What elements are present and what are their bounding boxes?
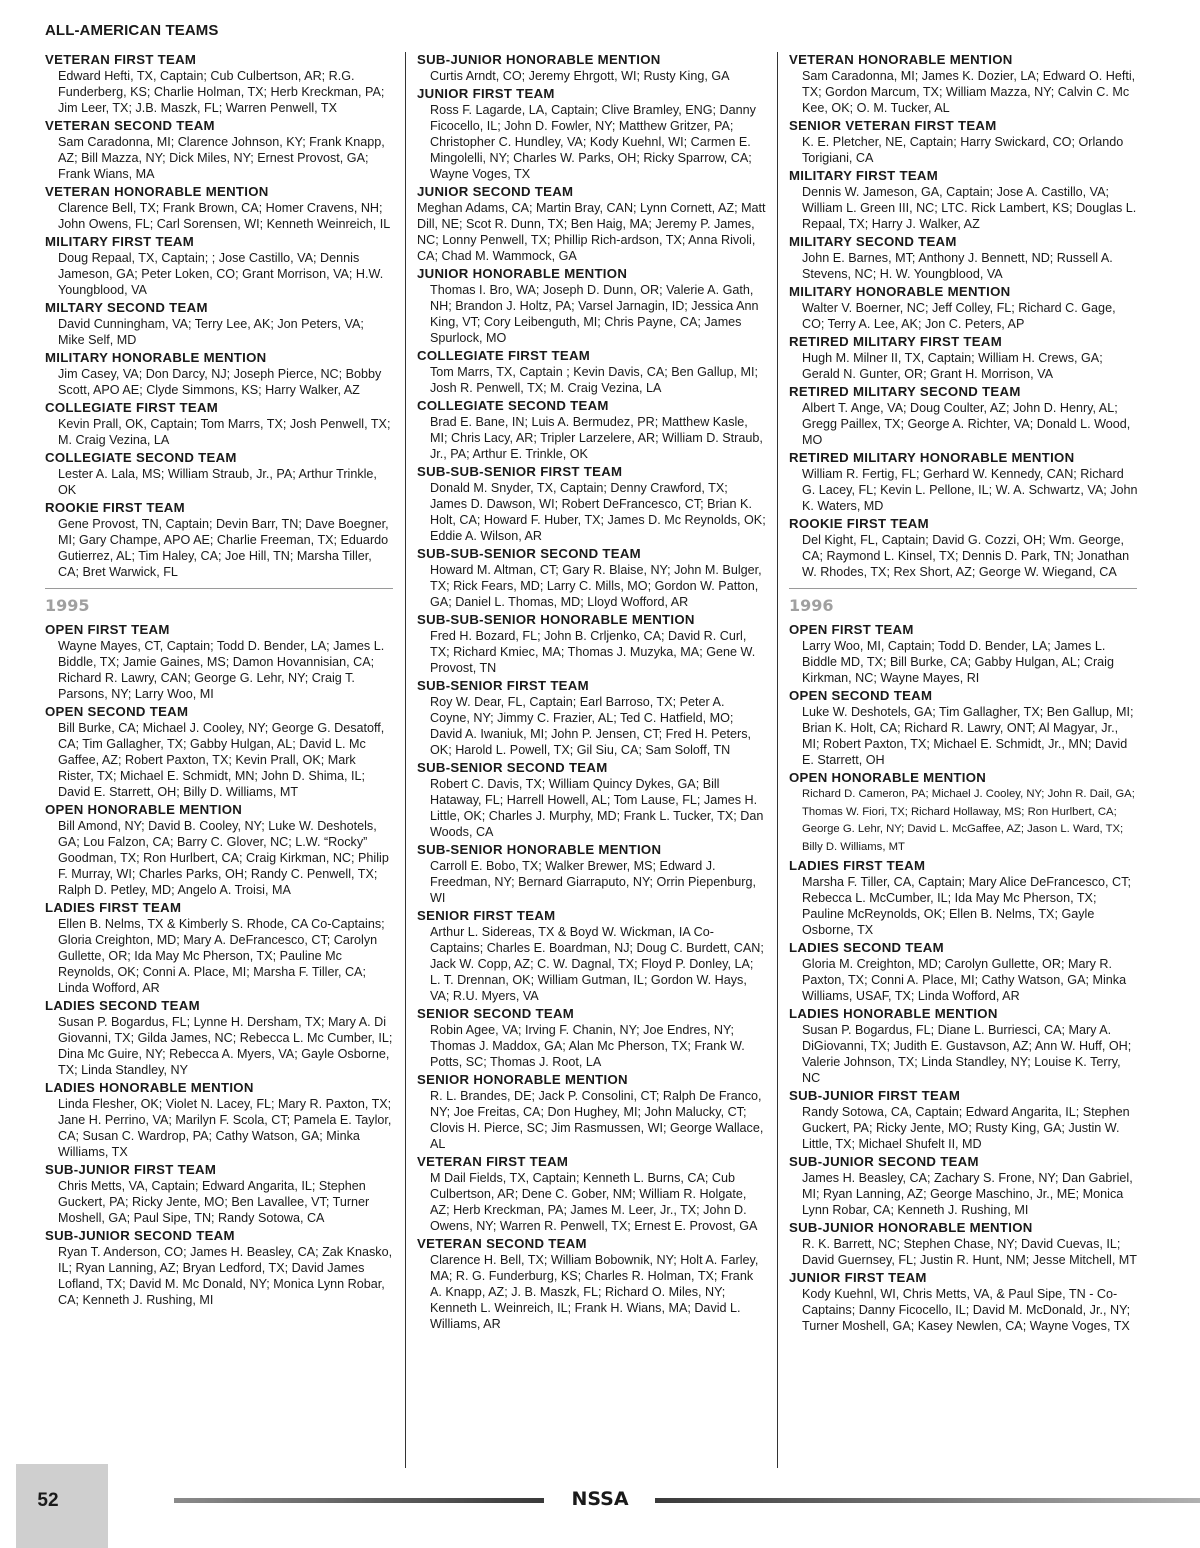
section-body: Gene Provost, TN, Captain; Devin Barr, TN; Dave Boegner, MI; Gary Champe, APO AE; Charlie Freeman, TX; Eduardo Gutierrez, AL; Tim Haley, CA; Joe Hill, TN; Marsha Tiller, CA; Bret Warwick, FL — [58, 517, 389, 579]
section-heading: SUB-SUB-SENIOR HONORABLE MENTION — [417, 612, 695, 627]
section-body: Doug Repaal, TX, Captain; ; Jose Castillo, VA; Dennis Jameson, GA; Peter Loken, CO; Grant Morrison, VA; H.W. Youngblood, VA — [58, 251, 384, 297]
section-heading: SENIOR SECOND TEAM — [417, 1006, 575, 1021]
team-section — [789, 857, 1137, 938]
section-body: Sam Caradonna, MI; James K. Dozier, LA; Edward O. Hefti, TX; Gordon Marcum, TX; William Mazza, NY; Calvin C. Mc Kee, OK; O. M. Tucker, AL — [802, 69, 1136, 115]
section-body: Randy Sotowa, CA, Captain; Edward Angarita, IL; Stephen Guckert, PA; Ricky Jente, MO; Rusty King, GA; Justin W. Little, TX; Michael Shufelt II, MD — [802, 1105, 1130, 1151]
team-section — [45, 997, 393, 1078]
team-section — [45, 1227, 393, 1308]
column-2 — [417, 51, 767, 1333]
section-body: R. L. Brandes, DE; Jack P. Consolini, CT; Ralph De Franco, NY; Joe Freitas, CA; Don Hughey, MI; John Malucky, CT; Clovis H. Pierce, SC; Jim Rasmussen, WI; George Wallace, AL — [430, 1089, 764, 1151]
team-section — [417, 85, 767, 182]
section-heading: COLLEGIATE FIRST TEAM — [45, 400, 219, 415]
section-body: Robin Agee, VA; Irving F. Chanin, NY; Joe Endres, NY; Thomas J. Maddox, GA; Alan Mc Pherson, TX; Frank W. Potts, SC; Thomas J. Root, LA — [430, 1023, 745, 1069]
section-body: Ryan T. Anderson, CO; James H. Beasley, CA; Zak Knasko, IL; Ryan Lanning, AZ; Bryan Ledford, TX; David James Lofland, TX; David M. Mc Donald, NY; Monica Lynn Robar, CA; Kenneth J. Rushing, MI — [58, 1245, 393, 1307]
section-heading: SUB-JUNIOR HONORABLE MENTION — [417, 52, 661, 67]
section-body: M Dail Fields, TX, Captain; Kenneth L. Burns, CA; Cub Culbertson, AR; Dene C. Gober, NM; William R. Holgate, AZ; Herb Kreckman, PA; James M. Leer, Jr., TX; John D. Owens, NY; Warren R. Penwell, TX; Ernest E. Provost, GA — [430, 1171, 758, 1233]
section-body: Carroll E. Bobo, TX; Walker Brewer, MS; Edward J. Freedman, NY; Bernard Giarraputo, NY; Orrin Piepenburg, WI — [430, 859, 756, 905]
team-section — [45, 183, 393, 232]
team-section — [45, 1079, 393, 1160]
section-body: Fred H. Bozard, FL; John B. Crljenko, CA; David R. Curl, TX; Richard Kmiec, MA; Thomas J. Muzyka, MA; Gene W. Provost, TN — [430, 629, 756, 675]
team-section — [789, 769, 1137, 856]
team-section — [789, 939, 1137, 1004]
section-body: Lester A. Lala, MS; William Straub, Jr., PA; Arthur Trinkle, OK — [58, 467, 377, 497]
section-heading: RETIRED MILITARY FIRST TEAM — [789, 334, 1002, 349]
column-3 — [789, 51, 1139, 1335]
section-body: William R. Fertig, FL; Gerhard W. Kennedy, CAN; Richard G. Lacey, FL; Kevin L. Pellone, IL; W. A. Schwartz, VA; John K. Waters, MD — [802, 467, 1138, 513]
team-section — [45, 349, 393, 398]
section-body: Albert T. Ange, VA; Doug Coulter, AZ; John D. Henry, AL; Gregg Paillex, TX; George A. Richter, VA; Donald L. Wood, MO — [802, 401, 1131, 447]
section-heading: VETERAN SECOND TEAM — [417, 1236, 587, 1251]
section-heading: JUNIOR HONORABLE MENTION — [417, 266, 628, 281]
section-heading: MILTARY SECOND TEAM — [45, 300, 208, 315]
team-section — [417, 1071, 767, 1152]
section-heading: LADIES FIRST TEAM — [789, 858, 926, 873]
section-body: R. K. Barrett, NC; Stephen Chase, NY; David Cuevas, IL; David Guernsey, FL; Justin R. Hunt, NM; Jesse Mitchell, MT — [802, 1237, 1137, 1267]
team-section — [789, 515, 1139, 580]
section-heading: SUB-JUNIOR SECOND TEAM — [789, 1154, 979, 1169]
team-section — [417, 463, 767, 544]
page-title: ALL-AMERICAN TEAMS — [45, 22, 219, 39]
team-section — [789, 687, 1137, 768]
section-body: K. E. Pletcher, NE, Captain; Harry Swickard, CO; Orlando Torigiani, CA — [802, 135, 1124, 165]
section-body: Roy W. Dear, FL, Captain; Earl Barroso, TX; Peter A. Coyne, NY; Jimmy C. Frazier, AL; Ted C. Hatfield, MO; David A. Iwaniuk, MI; John P. Jensen, CT; Fred H. Peters, OK; Harold L. Powell, TX; Gil Siu, CA; Sam Soloff, TN — [430, 695, 752, 757]
section-heading: SUB-SENIOR FIRST TEAM — [417, 678, 589, 693]
footer-rule-right — [655, 1498, 1200, 1503]
section-body: Arthur L. Sidereas, TX & Boyd W. Wickman, IA Co-Captains; Charles E. Boardman, NJ; Doug C. Burdett, CAN; Jack W. Copp, AZ; C. W. Dagnal, TX; Floyd P. Donley, LA; L. T. Drennan, OK; William Gutman, IL; Gordon W. Hays, VA; R.U. Myers, VA — [430, 925, 764, 1003]
section-body: Del Kight, FL, Captain; David G. Cozzi, OH; Wm. George, CA; Raymond L. Kinsel, TX; Dennis D. Park, TN; Jonathan W. Rhodes, TX; Rex Short, AZ; George W. Wiegand, CA — [802, 533, 1130, 579]
section-heading: VETERAN FIRST TEAM — [45, 52, 197, 67]
team-section — [45, 801, 393, 898]
section-body: Brad E. Bane, IN; Luis A. Bermudez, PR; Matthew Kasle, MI; Chris Lacy, AR; Tripler Larzelere, AR; William D. Straub, Jr., PA; Arthur E. Trinkle, OK — [430, 415, 763, 461]
section-heading: SUB-SENIOR SECOND TEAM — [417, 760, 608, 775]
year-block-1995 — [45, 588, 393, 1308]
section-heading: ROOKIE FIRST TEAM — [789, 516, 929, 531]
section-body: Ross F. Lagarde, LA, Captain; Clive Bramley, ENG; Danny Ficocello, IL; John D. Fowler, NY; Matthew Gritzer, PA; Christopher C. Hundley, VA; Kody Kuehnl, WI; Carmen E. Mingolelli, NY; Charles W. Parks, OH; Ricky Sparrow, CA; Wayne Voges, TX — [430, 103, 756, 181]
section-heading: SENIOR VETERAN FIRST TEAM — [789, 118, 997, 133]
section-heading: COLLEGIATE FIRST TEAM — [417, 348, 591, 363]
section-heading: JUNIOR SECOND TEAM — [417, 184, 574, 199]
team-section — [789, 1005, 1137, 1086]
section-heading: OPEN FIRST TEAM — [45, 622, 170, 637]
section-heading: MILITARY HONORABLE MENTION — [45, 350, 267, 365]
column-divider — [405, 52, 406, 1468]
year-heading: 1995 — [45, 596, 90, 615]
team-section — [789, 1269, 1137, 1334]
team-section — [417, 1235, 767, 1332]
column-1 — [45, 51, 393, 1309]
section-heading: JUNIOR FIRST TEAM — [417, 86, 555, 101]
year-heading: 1996 — [789, 596, 834, 615]
team-section — [45, 899, 393, 996]
team-section — [417, 1153, 767, 1234]
section-body: Howard M. Altman, CT; Gary R. Blaise, NY; John M. Bulger, TX; Rick Fears, MD; Larry C. Mills, MO; Gordon W. Patton, GA; Daniel L. Thomas, MD; Lloyd Wofford, AR — [430, 563, 762, 609]
section-body: Chris Metts, VA, Captain; Edward Angarita, IL; Stephen Guckert, PA; Ricky Jente, MO; Ben Lavallee, VT; Turner Moshell, GA; Paul Sipe, TN; Randy Sotowa, CA — [58, 1179, 370, 1225]
section-body: Bill Amond, NY; David B. Cooley, NY; Luke W. Deshotels, GA; Lou Falzon, CA; Barry C. Glover, NC; L.W. “Rocky” Goodman, TX; Ron Hurlbert, CA; Craig Kirkman, NC; Philip F. Murray, WI; Charles Parks, OH; Randy C. Penwell, TX; Ralph D. Petley, MD; Angelo A. Troisi, MA — [58, 819, 389, 897]
section-body: John E. Barnes, MT; Anthony J. Bennett, ND; Russell A. Stevens, NC; H. W. Youngblood, VA — [802, 251, 1113, 281]
section-body: Kevin Prall, OK, Captain; Tom Marrs, TX; Josh Penwell, TX; M. Craig Vezina, LA — [58, 417, 391, 447]
team-section — [789, 283, 1139, 332]
page-number: 52 — [37, 1490, 59, 1511]
team-section — [45, 449, 393, 498]
section-body: Tom Marrs, TX, Captain ; Kevin Davis, CA; Ben Gallup, MI; Josh R. Penwell, TX; M. Craig Vezina, LA — [430, 365, 759, 395]
section-heading: OPEN HONORABLE MENTION — [789, 770, 987, 785]
section-heading: LADIES SECOND TEAM — [45, 998, 200, 1013]
section-heading: LADIES FIRST TEAM — [45, 900, 182, 915]
section-heading: COLLEGIATE SECOND TEAM — [417, 398, 609, 413]
section-heading: SENIOR FIRST TEAM — [417, 908, 556, 923]
team-section — [417, 1005, 767, 1070]
section-body: James H. Beasley, CA; Zachary S. Frone, NY; Dan Gabriel, MI; Ryan Lanning, AZ; George Maschino, Jr., ME; Monica Lynn Robar, CA; Kenneth J. Rushing, MI — [802, 1171, 1133, 1217]
section-heading: SUB-JUNIOR SECOND TEAM — [45, 1228, 235, 1243]
team-section — [789, 333, 1139, 382]
team-section — [45, 499, 393, 580]
section-body: Clarence H. Bell, TX; William Bobownik, NY; Holt A. Farley, MA; R. G. Funderburg, KS; Charles R. Holman, TX; Frank A. Knapp, AZ; J. B. Maszk, FL; Richard O. Miles, NY; Kenneth L. Weinreich, IL; Frank H. Wians, MA; David L. Williams, AR — [430, 1253, 759, 1331]
section-heading: SUB-SENIOR HONORABLE MENTION — [417, 842, 662, 857]
section-heading: VETERAN FIRST TEAM — [417, 1154, 569, 1169]
section-body: Larry Woo, MI, Captain; Todd D. Bender, LA; James L. Biddle MD, TX; Bill Burke, CA; Gabby Hulgan, AL; Craig Kirkman, NC; Wayne Mayes, RI — [802, 639, 1114, 685]
year-block-1996 — [789, 588, 1137, 1334]
team-section — [417, 51, 767, 84]
footer-rule-left — [174, 1498, 544, 1503]
team-section — [789, 621, 1137, 686]
section-heading: RETIRED MILITARY HONORABLE MENTION — [789, 450, 1075, 465]
section-heading: LADIES SECOND TEAM — [789, 940, 944, 955]
section-heading: SUB-SUB-SENIOR SECOND TEAM — [417, 546, 641, 561]
team-section — [45, 399, 393, 448]
section-body: Bill Burke, CA; Michael J. Cooley, NY; George G. Desatoff, CA; Tim Gallagher, TX; Gabby Hulgan, AL; David L. Mc Gaffee, AZ; Robert Paxton, TX; Kevin Prall, OK; Mark Rister, TX; Michael E. Schmidt, MN; John D. Shima, IL; David E. Starrett, OH; Billy D. Williams, MT — [58, 721, 385, 799]
section-heading: MILITARY FIRST TEAM — [789, 168, 939, 183]
team-section — [45, 1161, 393, 1226]
section-heading: MILITARY SECOND TEAM — [789, 234, 957, 249]
section-body: Meghan Adams, CA; Martin Bray, CAN; Lynn Cornett, AZ; Matt Dill, NE; Scot R. Dunn, TX; Ben Haig, MA; Jeremy P. James, NC; Lonny Penwell, TX; Phillip Rich-ardson, TX; Anna Rivoli, CA; Chad M. Wammock, GA — [417, 201, 766, 263]
team-section — [417, 545, 767, 610]
section-heading: SUB-JUNIOR HONORABLE MENTION — [789, 1220, 1033, 1235]
section-body: Susan P. Bogardus, FL; Lynne H. Dersham, TX; Mary A. Di Giovanni, TX; Gilda James, NC; Rebecca L. Mc Cumber, IL; Dina Mc Guire, NY; Rebecca A. Myers, VA; Gayle Osborne, TX; Linda Standley, NY — [58, 1015, 393, 1077]
section-heading: OPEN SECOND TEAM — [45, 704, 189, 719]
section-body: Kody Kuehnl, WI, Chris Metts, VA, & Paul Sipe, TN - Co-Captains; Danny Ficocello, IL; David M. McDonald, Jr., NY; Turner Moshell, GA; Kasey Newlen, CA; Wayne Voges, TX — [802, 1287, 1131, 1333]
section-body: Luke W. Deshotels, GA; Tim Gallagher, TX; Ben Gallup, MI; Brian K. Holt, CA; Richard R. Lawry, ONT; Al Magyar, Jr., MI; Robert Paxton, TX; Michael E. Schmidt, Jr., MN; David E. Starrett, OH — [802, 705, 1134, 767]
section-heading: SENIOR HONORABLE MENTION — [417, 1072, 628, 1087]
team-section — [789, 117, 1139, 166]
section-body: Susan P. Bogardus, FL; Diane L. Burriesci, CA; Mary A. DiGiovanni, TX; Judith E. Gustavson, AZ; Ann W. Huff, OH; Valerie Johnson, TX; Linda Standley, NY; Louise K. Terry, NC — [802, 1023, 1132, 1085]
section-body: Walter V. Boerner, NC; Jeff Colley, FL; Richard C. Gage, CO; Terry A. Lee, AK; Jon C. Peters, AP — [802, 301, 1116, 331]
footer-brand: NSSA — [571, 1488, 629, 1510]
section-heading: OPEN FIRST TEAM — [789, 622, 914, 637]
section-heading: OPEN SECOND TEAM — [789, 688, 933, 703]
section-body: Linda Flesher, OK; Violet N. Lacey, FL; Mary R. Paxton, TX; Jane H. Perrino, VA; Marilyn F. Scola, CT; Pamela E. Taylor, CA; Susan C. Wardrop, PA; Cathy Watson, GA; Minka Williams, TX — [58, 1097, 392, 1159]
team-section — [45, 621, 393, 702]
team-section — [417, 677, 767, 758]
team-section — [789, 1153, 1137, 1218]
team-section — [789, 1087, 1137, 1152]
team-section — [417, 347, 767, 396]
section-heading: JUNIOR FIRST TEAM — [789, 1270, 927, 1285]
team-section — [417, 265, 767, 346]
team-section — [45, 233, 393, 298]
section-body: Gloria M. Creighton, MD; Carolyn Gullette, OR; Mary R. Paxton, TX; Conni A. Place, MI; Cathy Watson, GA; Minka Williams, USAF, TX; Linda Wofford, AR — [802, 957, 1127, 1003]
section-heading: RETIRED MILITARY SECOND TEAM — [789, 384, 1021, 399]
team-section — [789, 1219, 1137, 1268]
section-body: Ellen B. Nelms, TX & Kimberly S. Rhode, CA Co-Captains; Gloria Creighton, MD; Mary A. DeFrancesco, CT; Carolyn Gullette, OR; Ida May Mc Pherson, TX; Pauline Mc Reynolds, OK; Conni A. Place, MI; Marsha F. Tiller, CA; Linda Wofford, AR — [58, 917, 385, 995]
section-heading: SUB-SUB-SENIOR FIRST TEAM — [417, 464, 623, 479]
team-section — [417, 611, 767, 676]
team-section — [417, 397, 767, 462]
section-heading: VETERAN HONORABLE MENTION — [45, 184, 269, 199]
section-body: David Cunningham, VA; Terry Lee, AK; Jon Peters, VA; Mike Self, MD — [58, 317, 364, 347]
team-section — [417, 841, 767, 906]
section-heading: ROOKIE FIRST TEAM — [45, 500, 185, 515]
section-heading: VETERAN HONORABLE MENTION — [789, 52, 1013, 67]
section-heading: MILITARY HONORABLE MENTION — [789, 284, 1011, 299]
section-heading: MILITARY FIRST TEAM — [45, 234, 195, 249]
section-body: Clarence Bell, TX; Frank Brown, CA; Homer Cravens, NH; John Owens, FL; Carl Sorensen, WI; Kenneth Weinreich, IL — [58, 201, 391, 231]
section-heading: SUB-JUNIOR FIRST TEAM — [789, 1088, 961, 1103]
section-body: Donald M. Snyder, TX, Captain; Denny Crawford, TX; James D. Dawson, WI; Robert DeFrancesco, CT; Brian K. Holt, CA; Howard F. Huber, TX; James D. Mc Reynolds, OK; Eddie A. Wilson, AR — [430, 481, 766, 543]
section-heading: VETERAN SECOND TEAM — [45, 118, 215, 133]
section-body: Wayne Mayes, CT, Captain; Todd D. Bender, LA; James L. Biddle, TX; Jamie Gaines, MS; Damon Hovannisian, CA; Richard R. Lawry, CAN; George G. Lehr, NY; Craig T. Parsons, NY; Larry Woo, MI — [58, 639, 385, 701]
section-body: Thomas I. Bro, WA; Joseph D. Dunn, OR; Valerie A. Gath, NH; Brandon J. Holtz, PA; Varsel Jarnagin, ID; Jessica Ann King, VT; Cory Leibenguth, MI; Chris Payne, CA; James Spurlock, MO — [430, 283, 759, 345]
section-body: Jim Casey, VA; Don Darcy, NJ; Joseph Pierce, NC; Bobby Scott, APO AE; Clyde Simmons, KS; Harry Walker, AZ — [58, 367, 382, 397]
section-heading: COLLEGIATE SECOND TEAM — [45, 450, 237, 465]
team-section — [789, 383, 1139, 448]
section-heading: LADIES HONORABLE MENTION — [789, 1006, 998, 1021]
section-body: Robert C. Davis, TX; William Quincy Dykes, GA; Bill Hataway, FL; Harrell Howell, AL; Tom Lause, FL; James H. Little, OK; Charles J. Murphy, MD; Frank L. Tucker, TX; Dan Woods, CA — [430, 777, 764, 839]
team-section — [789, 233, 1139, 282]
team-section — [789, 449, 1139, 514]
section-body: Marsha F. Tiller, CA, Captain; Mary Alice DeFrancesco, CT; Rebecca L. McCumber, IL; Ida May Mc Pherson, TX; Pauline McReynolds, OK; Ellen B. Nelms, TX; Gayle Osborne, TX — [802, 875, 1131, 937]
section-heading: LADIES HONORABLE MENTION — [45, 1080, 254, 1095]
team-section — [45, 117, 393, 182]
team-section — [45, 703, 393, 800]
team-section — [417, 907, 767, 1004]
team-section — [45, 299, 393, 348]
team-section — [417, 759, 767, 840]
section-body: Edward Hefti, TX, Captain; Cub Culbertson, AR; R.G. Funderberg, KS; Charlie Holman, TX; Herb Kreckman, PA; Jim Leer, TX; J.B. Maszk, FL; Warren Penwell, TX — [58, 69, 385, 115]
section-body: Richard D. Cameron, PA; Michael J. Cooley, NY; John R. Dail, GA; Thomas W. Fiori, TX; Richard Hollaway, MS; Ron Hurlbert, CA; George G. Lehr, NY; David L. McGaffee, AZ; Jason L. Ward, TX; Billy D. Williams, MT — [802, 788, 1135, 853]
section-body: Hugh M. Milner II, TX, Captain; William H. Crews, GA; Gerald N. Gunter, OR; Grant H. Morrison, VA — [802, 351, 1103, 381]
team-section — [789, 167, 1139, 232]
team-section — [789, 51, 1139, 116]
section-heading: OPEN HONORABLE MENTION — [45, 802, 243, 817]
column-divider — [777, 52, 778, 1468]
section-body: Sam Caradonna, MI; Clarence Johnson, KY; Frank Knapp, AZ; Bill Mazza, NY; Dick Miles, NY; Ernest Provost, GA; Frank Wians, MA — [58, 135, 385, 181]
section-body: Curtis Arndt, CO; Jeremy Ehrgott, WI; Rusty King, GA — [430, 69, 730, 83]
team-section — [45, 51, 393, 116]
team-section — [417, 183, 767, 264]
section-body: Dennis W. Jameson, GA, Captain; Jose A. Castillo, VA; William L. Green III, NC; LTC. Rick Lambert, KS; Douglas L. Repaal, TX; Harry J. Walker, AZ — [802, 185, 1137, 231]
section-heading: SUB-JUNIOR FIRST TEAM — [45, 1162, 217, 1177]
